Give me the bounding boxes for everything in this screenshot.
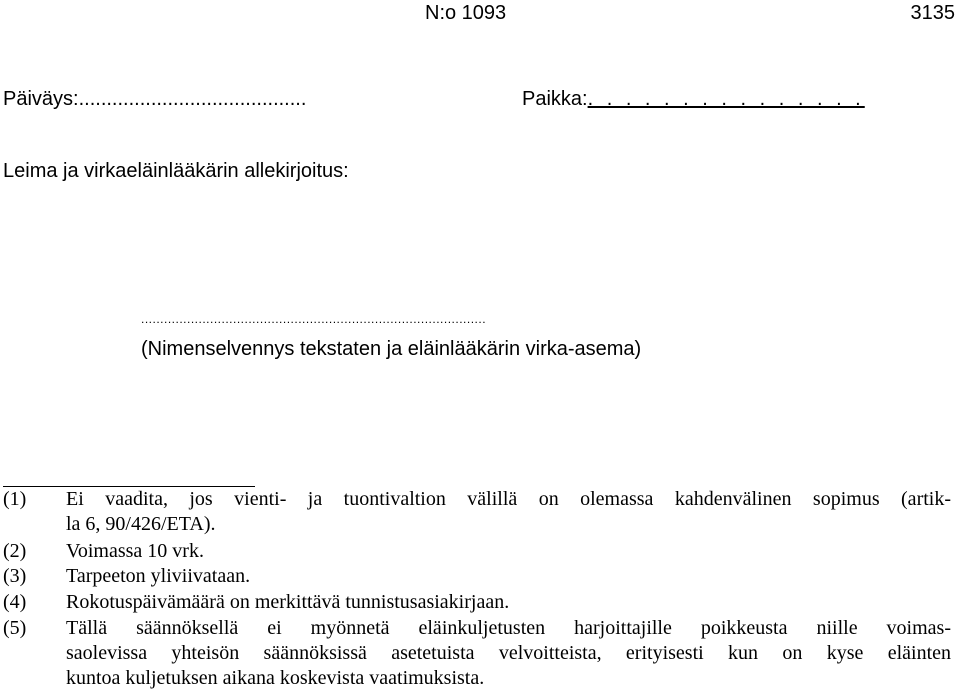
footnote-number: (2) — [3, 540, 27, 562]
name-clarification: (Nimenselvennys tekstaten ja eläinlääkärin virka-asema) — [141, 338, 642, 360]
footnote-line: Voimassa 10 vrk. — [66, 540, 204, 562]
footnote-line: kuntoa kuljetuksen aikana koskevista vaatimuksista. — [66, 667, 485, 689]
place-label: Paikka: — [522, 88, 588, 110]
footnote-line: Rokotuspäivämäärä on merkittävä tunnistusasiakirjaan. — [66, 591, 510, 613]
footnote-separator — [3, 486, 255, 487]
footnote-line: Ei vaadita, jos vienti- ja tuontivaltion välillä on olemassa kahdenvälinen sopimus (artik- — [66, 488, 951, 510]
footnote-number: (3) — [3, 565, 27, 587]
place-dots: . . . . . . . . . . . . . . . — [587, 88, 865, 110]
date-label: Päiväys:......................................... — [3, 88, 307, 110]
footnote-line: Tällä säännöksellä ei myönnetä eläinkuljetusten harjoittajille poikkeusta niille voimas- — [66, 617, 951, 639]
footnote-line: la 6, 90/426/ETA). — [66, 513, 216, 535]
page-number: 3135 — [910, 2, 955, 24]
stamp-signature-label: Leima ja virkaeläinlääkärin allekirjoitus: — [3, 160, 349, 182]
place-field — [522, 89, 865, 109]
document-number: N:o 1093 — [425, 2, 507, 24]
footnote-number: (1) — [3, 488, 27, 510]
footnote-number: (5) — [3, 617, 27, 639]
footnote-line: saolevissa yhteisön säännöksissä asetetuista velvoitteista, erityisesti kun on kyse eläinten — [66, 642, 951, 664]
footnote-number: (4) — [3, 591, 27, 613]
footnote-line: Tarpeeton yliviivataan. — [66, 565, 251, 587]
signature-dots: .......................................................................................... — [141, 312, 487, 326]
